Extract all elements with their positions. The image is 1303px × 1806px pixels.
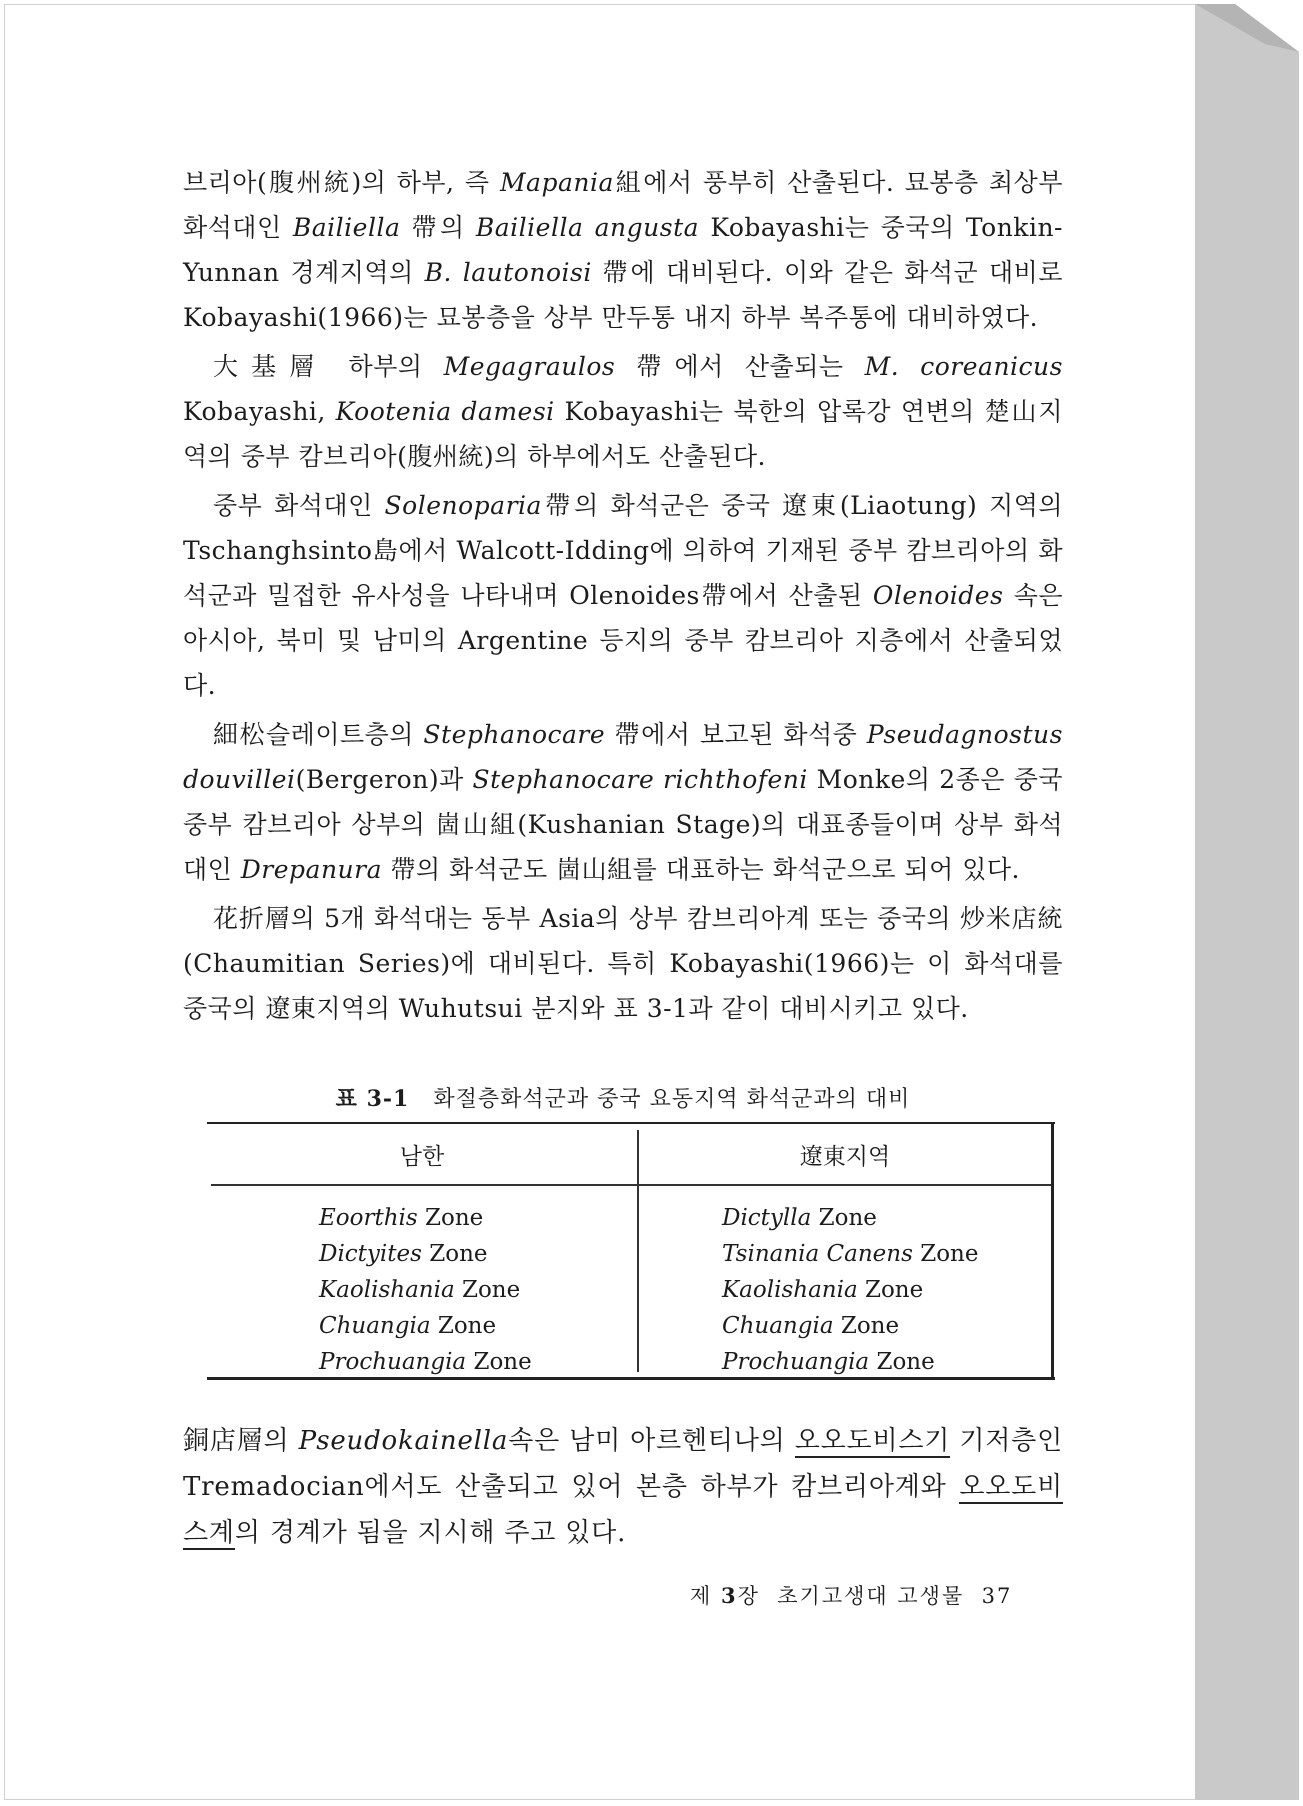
text-run: 속은 남미 아르헨티나의 <box>508 1426 795 1456</box>
text-run: Monke의 2종은 중국 중부 캄브리아 상부의 崮山組(Kushanian Stage)의 대표종들이며 상부 화석대인 <box>183 765 1063 884</box>
text-run: Kobayashi는 북한의 압록강 연변의 楚山지역의 중부 캄브리아(腹州統)의 하부에서도 산출된다. <box>183 397 1063 471</box>
paragraph <box>183 896 1063 1031</box>
zone-row <box>722 1308 978 1344</box>
text-run: 細松슬레이트층의 <box>213 720 424 749</box>
text-run: 帶에 대비된다. 이와 같은 화석군 대비로 Kobayashi(1966)는 묘봉층을 상부 만두통 내지 하부 복주통에 대비하였다. <box>183 258 1063 332</box>
genus-name: Tsinania Canens <box>722 1241 913 1267</box>
italic-term: Stephanocare richthofeni <box>472 765 808 794</box>
text-run: 帶의 <box>400 213 476 242</box>
italic-term: Mapania <box>499 168 614 197</box>
italic-term: Solenoparia <box>384 491 542 520</box>
liaotung-zone-list <box>722 1200 978 1380</box>
paragraph <box>183 344 1063 479</box>
zone-row <box>319 1344 532 1380</box>
zone-word: Zone <box>417 1205 484 1231</box>
text-run: 帶의 화석군은 중국 遼東(Liaotung) 지역의 Tschanghsinto島에서 Walcott-Idding에 의하여 기재된 중부 캄브리아의 화석군과 밀접한 유사성을 나타내며 Olenoides帶에서 산출된 <box>183 491 1064 610</box>
italic-term: Stephanocare <box>423 720 606 749</box>
zone-word: Zone <box>869 1349 935 1375</box>
italic-term: Kootenia damesi <box>335 397 555 426</box>
text-run: 組에서 풍부히 산출된다. 묘봉층 최상부 화석대인 <box>183 168 1063 242</box>
text-run: 속은 아시아, 북미 및 남미의 Argentine 등지의 중부 캄브리아 지층에서 산출되었다. <box>183 581 1063 700</box>
text-run: 기저층인 Tremadocian에서도 산출되고 있어 본층 하부가 캄브리아계와 <box>183 1426 1063 1502</box>
closing-text <box>183 1418 1063 1556</box>
zone-word: Zone <box>466 1349 532 1375</box>
genus-name: Prochuangia <box>722 1349 870 1375</box>
zone-correlation-table <box>207 1122 1055 1380</box>
italic-term: Drepanura <box>240 855 383 884</box>
text-run: 의 경계가 됨을 지시해 주고 있다. <box>234 1518 627 1548</box>
genus-name: Dictylla <box>722 1205 812 1231</box>
text-run: 帶에서 보고된 화석중 <box>605 720 867 749</box>
page-edge-shading <box>1195 4 1299 1800</box>
running-footer <box>690 1580 1012 1610</box>
text-run: 브리아(腹州統)의 하부, 즉 <box>183 168 500 197</box>
chapter-title: 초기고생대 고생물 <box>777 1584 965 1608</box>
chapter-prefix: 제 <box>690 1584 713 1608</box>
zone-row <box>722 1344 978 1380</box>
zone-row <box>319 1308 532 1344</box>
italic-term: Megagraulos <box>443 352 616 381</box>
paragraph <box>183 160 1063 340</box>
text-run: 帶의 화석군도 崮山組를 대표하는 화석군으로 되어 있다. <box>382 855 1020 884</box>
italic-term: Pseudokainella <box>298 1426 509 1456</box>
table-header-rule <box>211 1184 1051 1186</box>
italic-term: B. lautonoisi <box>424 258 592 287</box>
chapter-number: 3 <box>720 1583 738 1608</box>
italic-term: Olenoides <box>872 581 1004 610</box>
zone-row <box>319 1272 532 1308</box>
text-run: (Bergeron)과 <box>295 765 473 794</box>
zone-word: Zone <box>454 1277 521 1303</box>
table-caption-text: 화절층화석군과 중국 요동지역 화석군과의 대비 <box>433 1087 911 1112</box>
table-right-border <box>1051 1124 1054 1379</box>
genus-name: Chuangia <box>722 1313 834 1339</box>
italic-term: Pseudagnostus douvillei <box>183 720 1063 794</box>
zone-word: Zone <box>430 1313 497 1339</box>
column-header-liaotung: 遼東지역 <box>799 1144 891 1170</box>
italic-term: Bailiella <box>292 213 401 242</box>
genus-name: Eoorthis <box>319 1205 418 1231</box>
genus-name: Kaolishania <box>319 1277 455 1303</box>
zone-word: Zone <box>833 1313 900 1339</box>
closing-paragraph <box>183 1418 1063 1556</box>
table-caption <box>183 1082 1063 1113</box>
zone-row <box>319 1200 532 1236</box>
genus-name: Prochuangia <box>319 1349 467 1375</box>
paragraph <box>183 483 1063 708</box>
zone-row <box>722 1236 978 1272</box>
chapter-suffix: 장 <box>737 1584 760 1608</box>
page-number: 37 <box>981 1584 1013 1608</box>
text-run: 銅店層의 <box>183 1426 299 1456</box>
genus-name: Kaolishania <box>722 1277 858 1303</box>
genus-name: Chuangia <box>319 1313 431 1339</box>
underlined-term: 오오도비스기 <box>794 1426 951 1456</box>
zone-word: Zone <box>811 1205 877 1231</box>
zone-row <box>722 1272 978 1308</box>
text-run: 花折層의 5개 화석대는 동부 Asia의 상부 캄브리아계 또는 중국의 炒米店統(Chaumitian Series)에 대비된다. 특히 Kobayashi(1966)는 이 화석대를 중국의 遼東지역의 Wuhutsui 분지와 표 3-1과 같이 대비시키고 있다. <box>183 904 1063 1023</box>
body-text <box>183 160 1063 1031</box>
text-run: 중부 화석대인 <box>213 491 385 520</box>
text-run: 大基層 하부의 <box>213 352 444 381</box>
text-run: Kobayashi, <box>183 397 336 426</box>
text-run: 帶에서 산출되는 <box>615 352 865 381</box>
paragraph <box>183 712 1063 892</box>
south-korea-zone-list <box>319 1200 532 1380</box>
genus-name: Dictyites <box>319 1241 422 1267</box>
zone-word: Zone <box>857 1277 924 1303</box>
column-header-south-korea: 남한 <box>399 1144 445 1170</box>
underlined-term: 오오도비스계 <box>183 1472 1063 1548</box>
text-run: Kobayashi는 중국의 Tonkin-Yunnan 경계지역의 <box>183 213 1063 287</box>
italic-term: M. coreanicus <box>864 352 1063 381</box>
zone-row <box>319 1236 532 1272</box>
zone-row <box>722 1200 978 1236</box>
zone-word: Zone <box>421 1241 488 1267</box>
italic-term: Bailiella angusta <box>475 213 700 242</box>
zone-word: Zone <box>912 1241 979 1267</box>
table-caption-label: 표 3-1 <box>335 1086 410 1112</box>
